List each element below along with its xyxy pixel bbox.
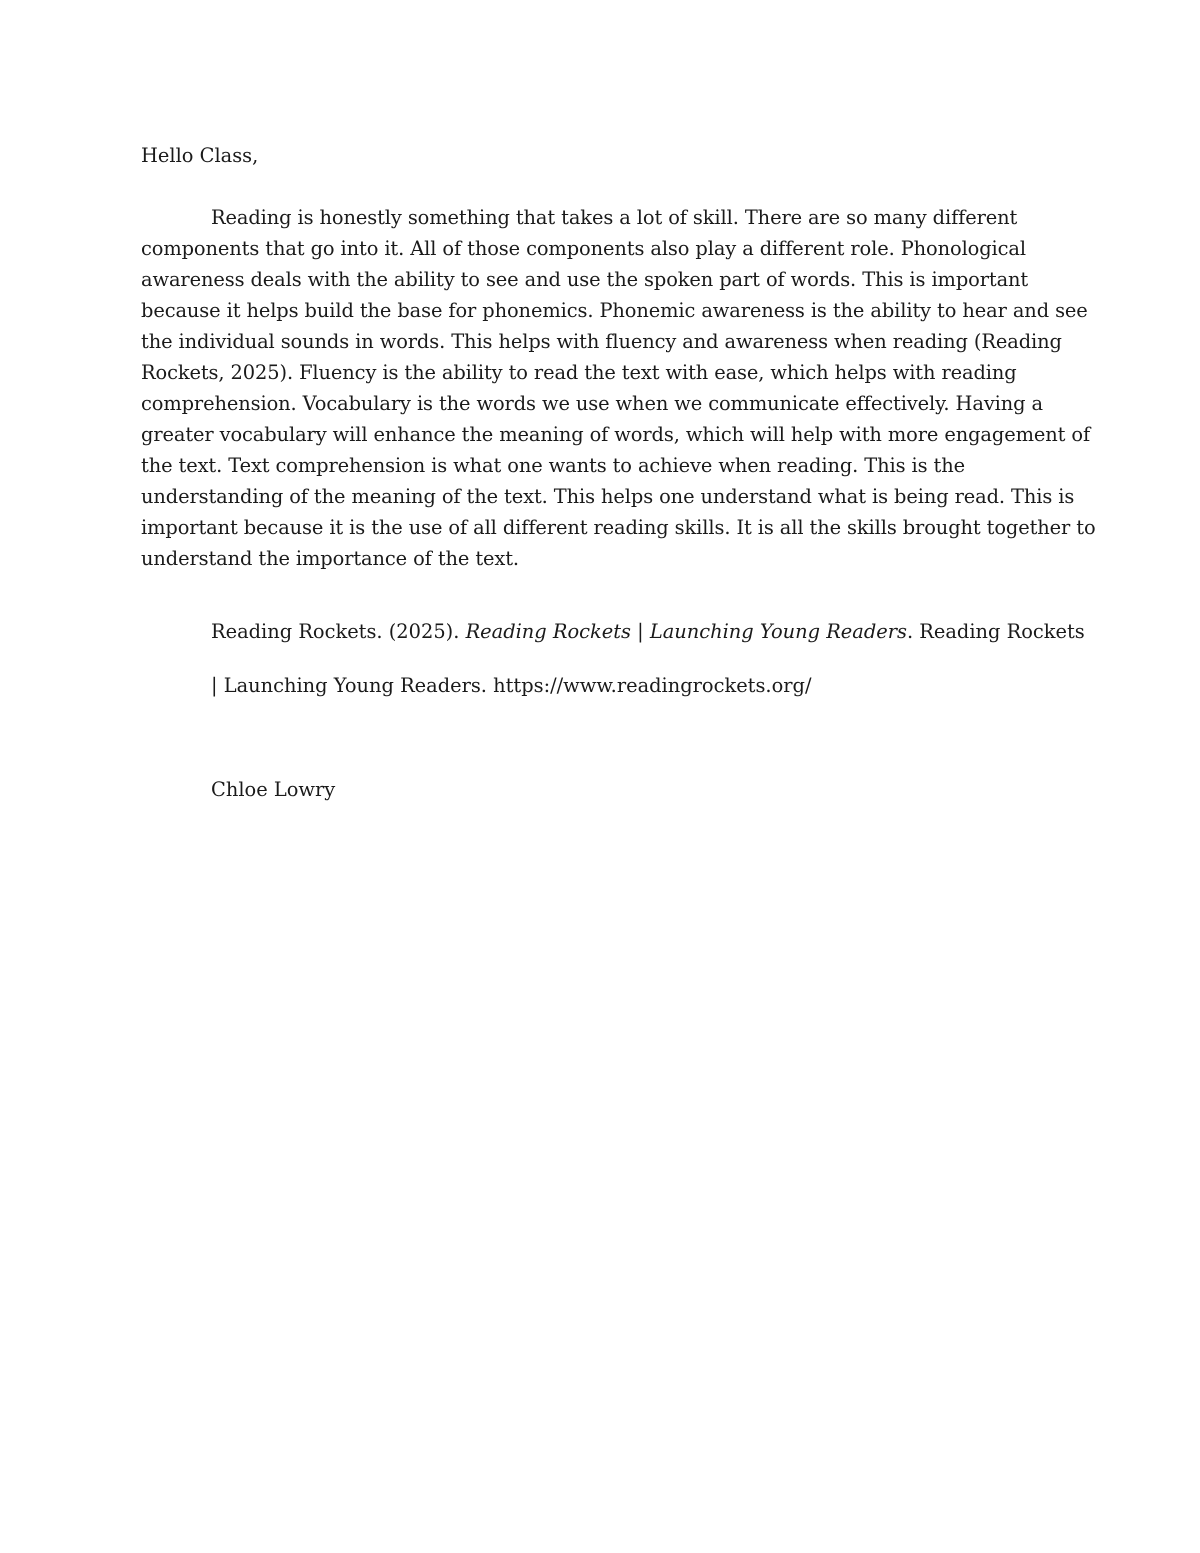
body-line: the text. Text comprehension is what one wants to achieve when reading. This is the bbox=[141, 454, 966, 477]
reference-title: Reading Rockets | Launching Young Readers bbox=[465, 620, 907, 643]
reference-publisher: . Reading Rockets bbox=[906, 620, 1085, 643]
reference-citation bbox=[211, 605, 1085, 713]
reference-author-year: Reading Rockets. (2025). bbox=[211, 620, 466, 643]
body-line: because it helps build the base for phonemics. Phonemic awareness is the ability to hear and see bbox=[141, 299, 1088, 322]
body-line: the individual sounds in words. This helps with fluency and awareness when reading (Reading bbox=[141, 330, 1062, 353]
document-content bbox=[141, 140, 1096, 805]
body-line: important because it is the use of all different reading skills. It is all the skills brought together to bbox=[141, 516, 1096, 539]
body-line: comprehension. Vocabulary is the words we use when we communicate effectively. Having a bbox=[141, 392, 1043, 415]
greeting: Hello Class, bbox=[141, 144, 259, 167]
body-paragraph bbox=[141, 202, 1096, 574]
signature: Chloe Lowry bbox=[211, 778, 336, 801]
body-line: understand the importance of the text. bbox=[141, 547, 520, 570]
body-line: Rockets, 2025). Fluency is the ability to read the text with ease, which helps with reading bbox=[141, 361, 1017, 384]
reference-line-2: | Launching Young Readers. https://www.readingrockets.org/ bbox=[211, 674, 812, 697]
body-line: understanding of the meaning of the text. This helps one understand what is being read. This is bbox=[141, 485, 1075, 508]
body-line: components that go into it. All of those components also play a different role. Phonological bbox=[141, 237, 1026, 260]
body-line: greater vocabulary will enhance the meaning of words, which will help with more engagement of bbox=[141, 423, 1091, 446]
reference-line-1 bbox=[211, 605, 1085, 659]
body-line: awareness deals with the ability to see and use the spoken part of words. This is important bbox=[141, 268, 1029, 291]
body-line: Reading is honestly something that takes a lot of skill. There are so many different bbox=[211, 206, 1018, 229]
